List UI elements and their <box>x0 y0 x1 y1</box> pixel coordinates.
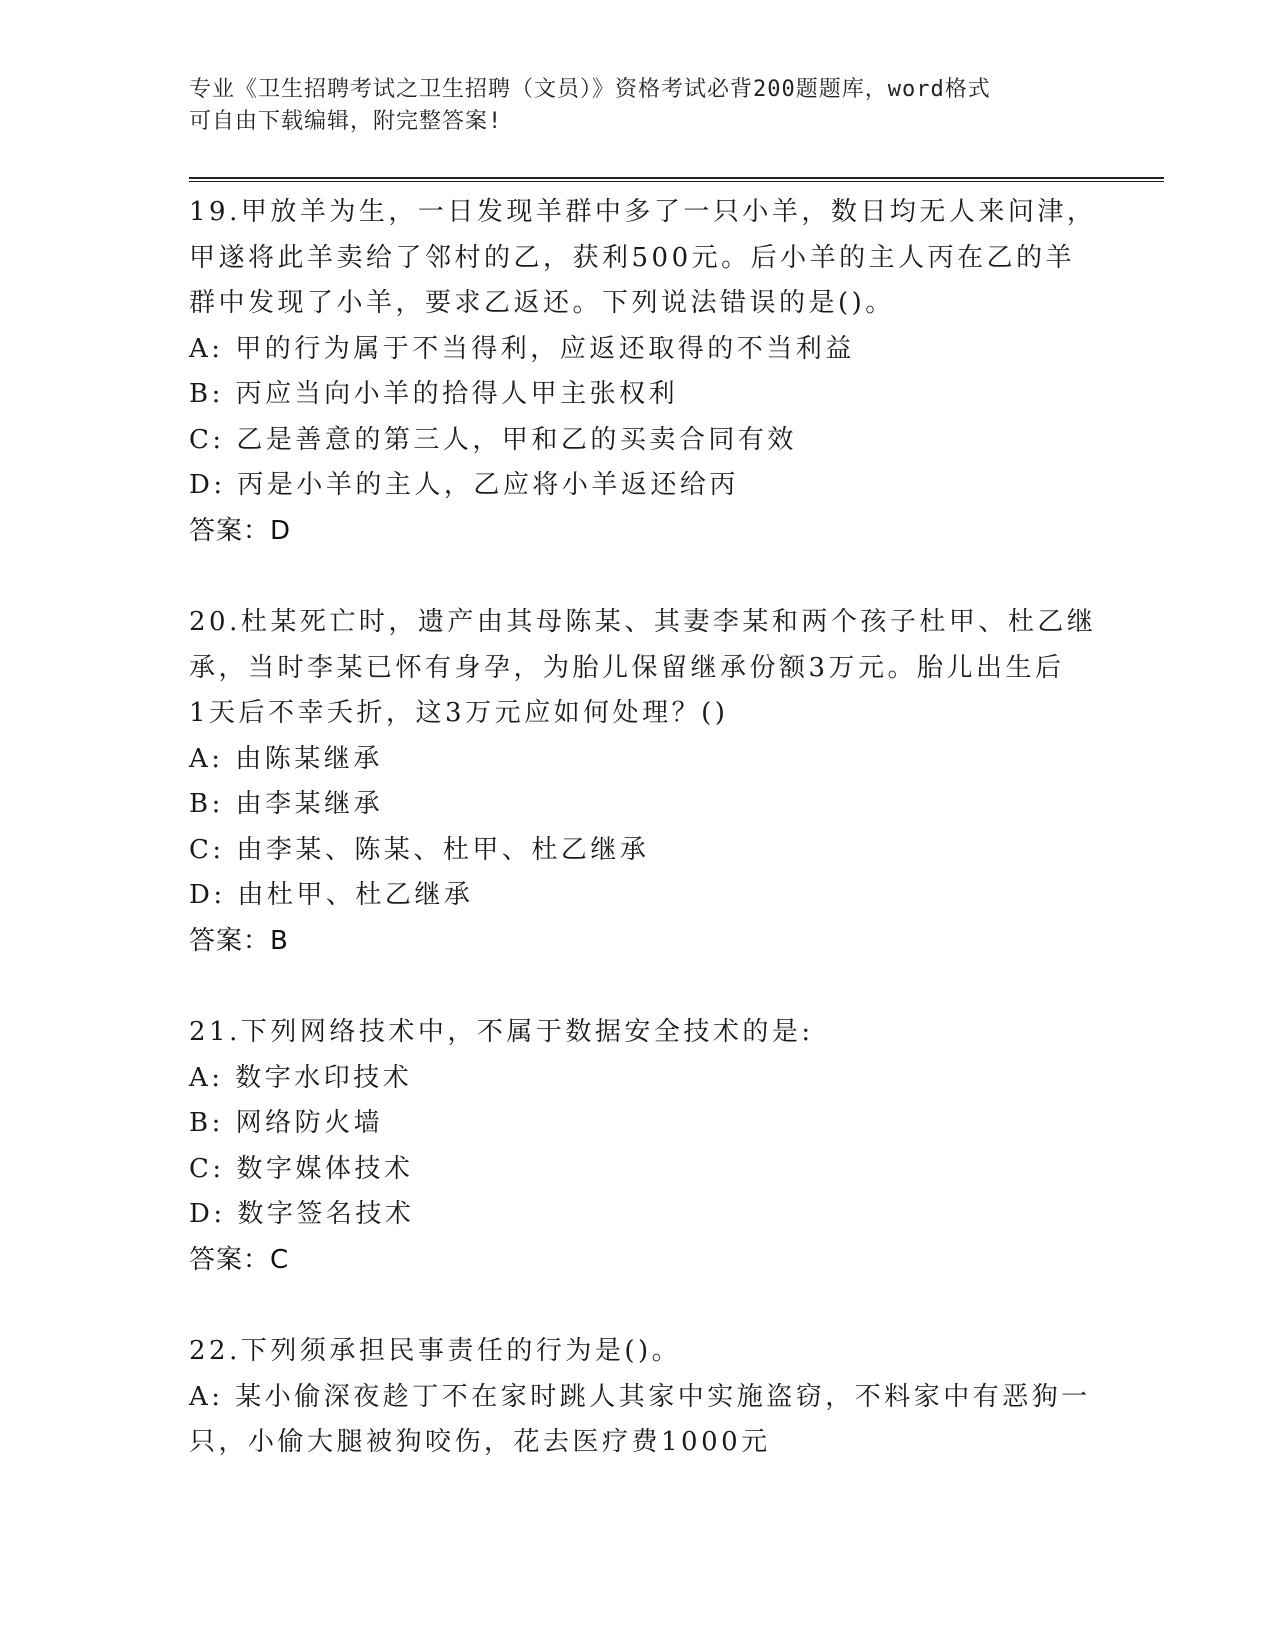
question-stem-line: 甲遂将此羊卖给了邻村的乙，获利500元。后小羊的主人丙在乙的羊 <box>189 242 1076 273</box>
question-list <box>189 190 1097 1512</box>
header-title-line-1: 专业《卫生招聘考试之卫生招聘（文员）》资格考试必背200题题库，word格式 <box>189 77 991 102</box>
header-divider <box>189 177 1164 182</box>
option-a: A: 甲的行为属于不当得利，应返还取得的不当利益 <box>189 333 855 364</box>
option-a-continuation: 只，小偷大腿被狗咬伤，花去医疗费1000元 <box>189 1427 771 1457</box>
question-stem-line: 19.甲放羊为生，一日发现羊群中多了一只小羊，数日均无人来问津， <box>189 197 1097 227</box>
question-19 <box>189 190 1097 554</box>
question-20 <box>189 600 1097 964</box>
question-stem-line: 承，当时李某已怀有身孕，为胎儿保留继承份额3万元。胎儿出生后 <box>189 652 1065 683</box>
option-b: B: 丙应当向小羊的拾得人甲主张权利 <box>189 379 679 409</box>
option-c: C: 由李某、陈某、杜甲、杜乙继承 <box>189 834 650 865</box>
answer-label: 答案：B <box>189 925 289 956</box>
option-b: B: 网络防火墙 <box>189 1108 384 1138</box>
option-d: D: 数字签名技术 <box>189 1199 415 1229</box>
question-stem-line: 群中发现了小羊，要求乙返还。下列说法错误的是()。 <box>189 288 895 318</box>
document-header <box>189 74 1089 138</box>
option-d: D: 丙是小羊的主人，乙应将小羊返还给丙 <box>189 470 739 500</box>
header-title-line-2: 可自由下载编辑，附完整答案! <box>189 109 503 134</box>
option-a: A: 由陈某继承 <box>189 743 383 774</box>
question-22 <box>189 1329 1089 1466</box>
option-b: B: 由李某继承 <box>189 789 384 819</box>
option-c: C: 乙是善意的第三人，甲和乙的买卖合同有效 <box>189 424 797 455</box>
answer-label: 答案：C <box>189 1244 290 1275</box>
option-a: A: 某小偷深夜趁丁不在家时跳人其家中实施盗窃，不料家中有恶狗一 <box>189 1381 1091 1412</box>
option-c: C: 数字媒体技术 <box>189 1153 414 1184</box>
question-stem-line: 21.下列网络技术中，不属于数据安全技术的是: <box>189 1017 814 1047</box>
question-stem-line: 22.下列须承担民事责任的行为是()。 <box>189 1336 682 1366</box>
question-stem-line: 1天后不幸夭折，这3万元应如何处理？() <box>189 698 729 728</box>
question-21 <box>189 1010 1089 1283</box>
answer-label: 答案：D <box>189 515 292 546</box>
question-stem-line: 20.杜某死亡时，遗产由其母陈某、其妻李某和两个孩子杜甲、杜乙继 <box>189 607 1097 637</box>
option-a: A: 数字水印技术 <box>189 1062 413 1093</box>
option-d: D: 由杜甲、杜乙继承 <box>189 880 474 910</box>
